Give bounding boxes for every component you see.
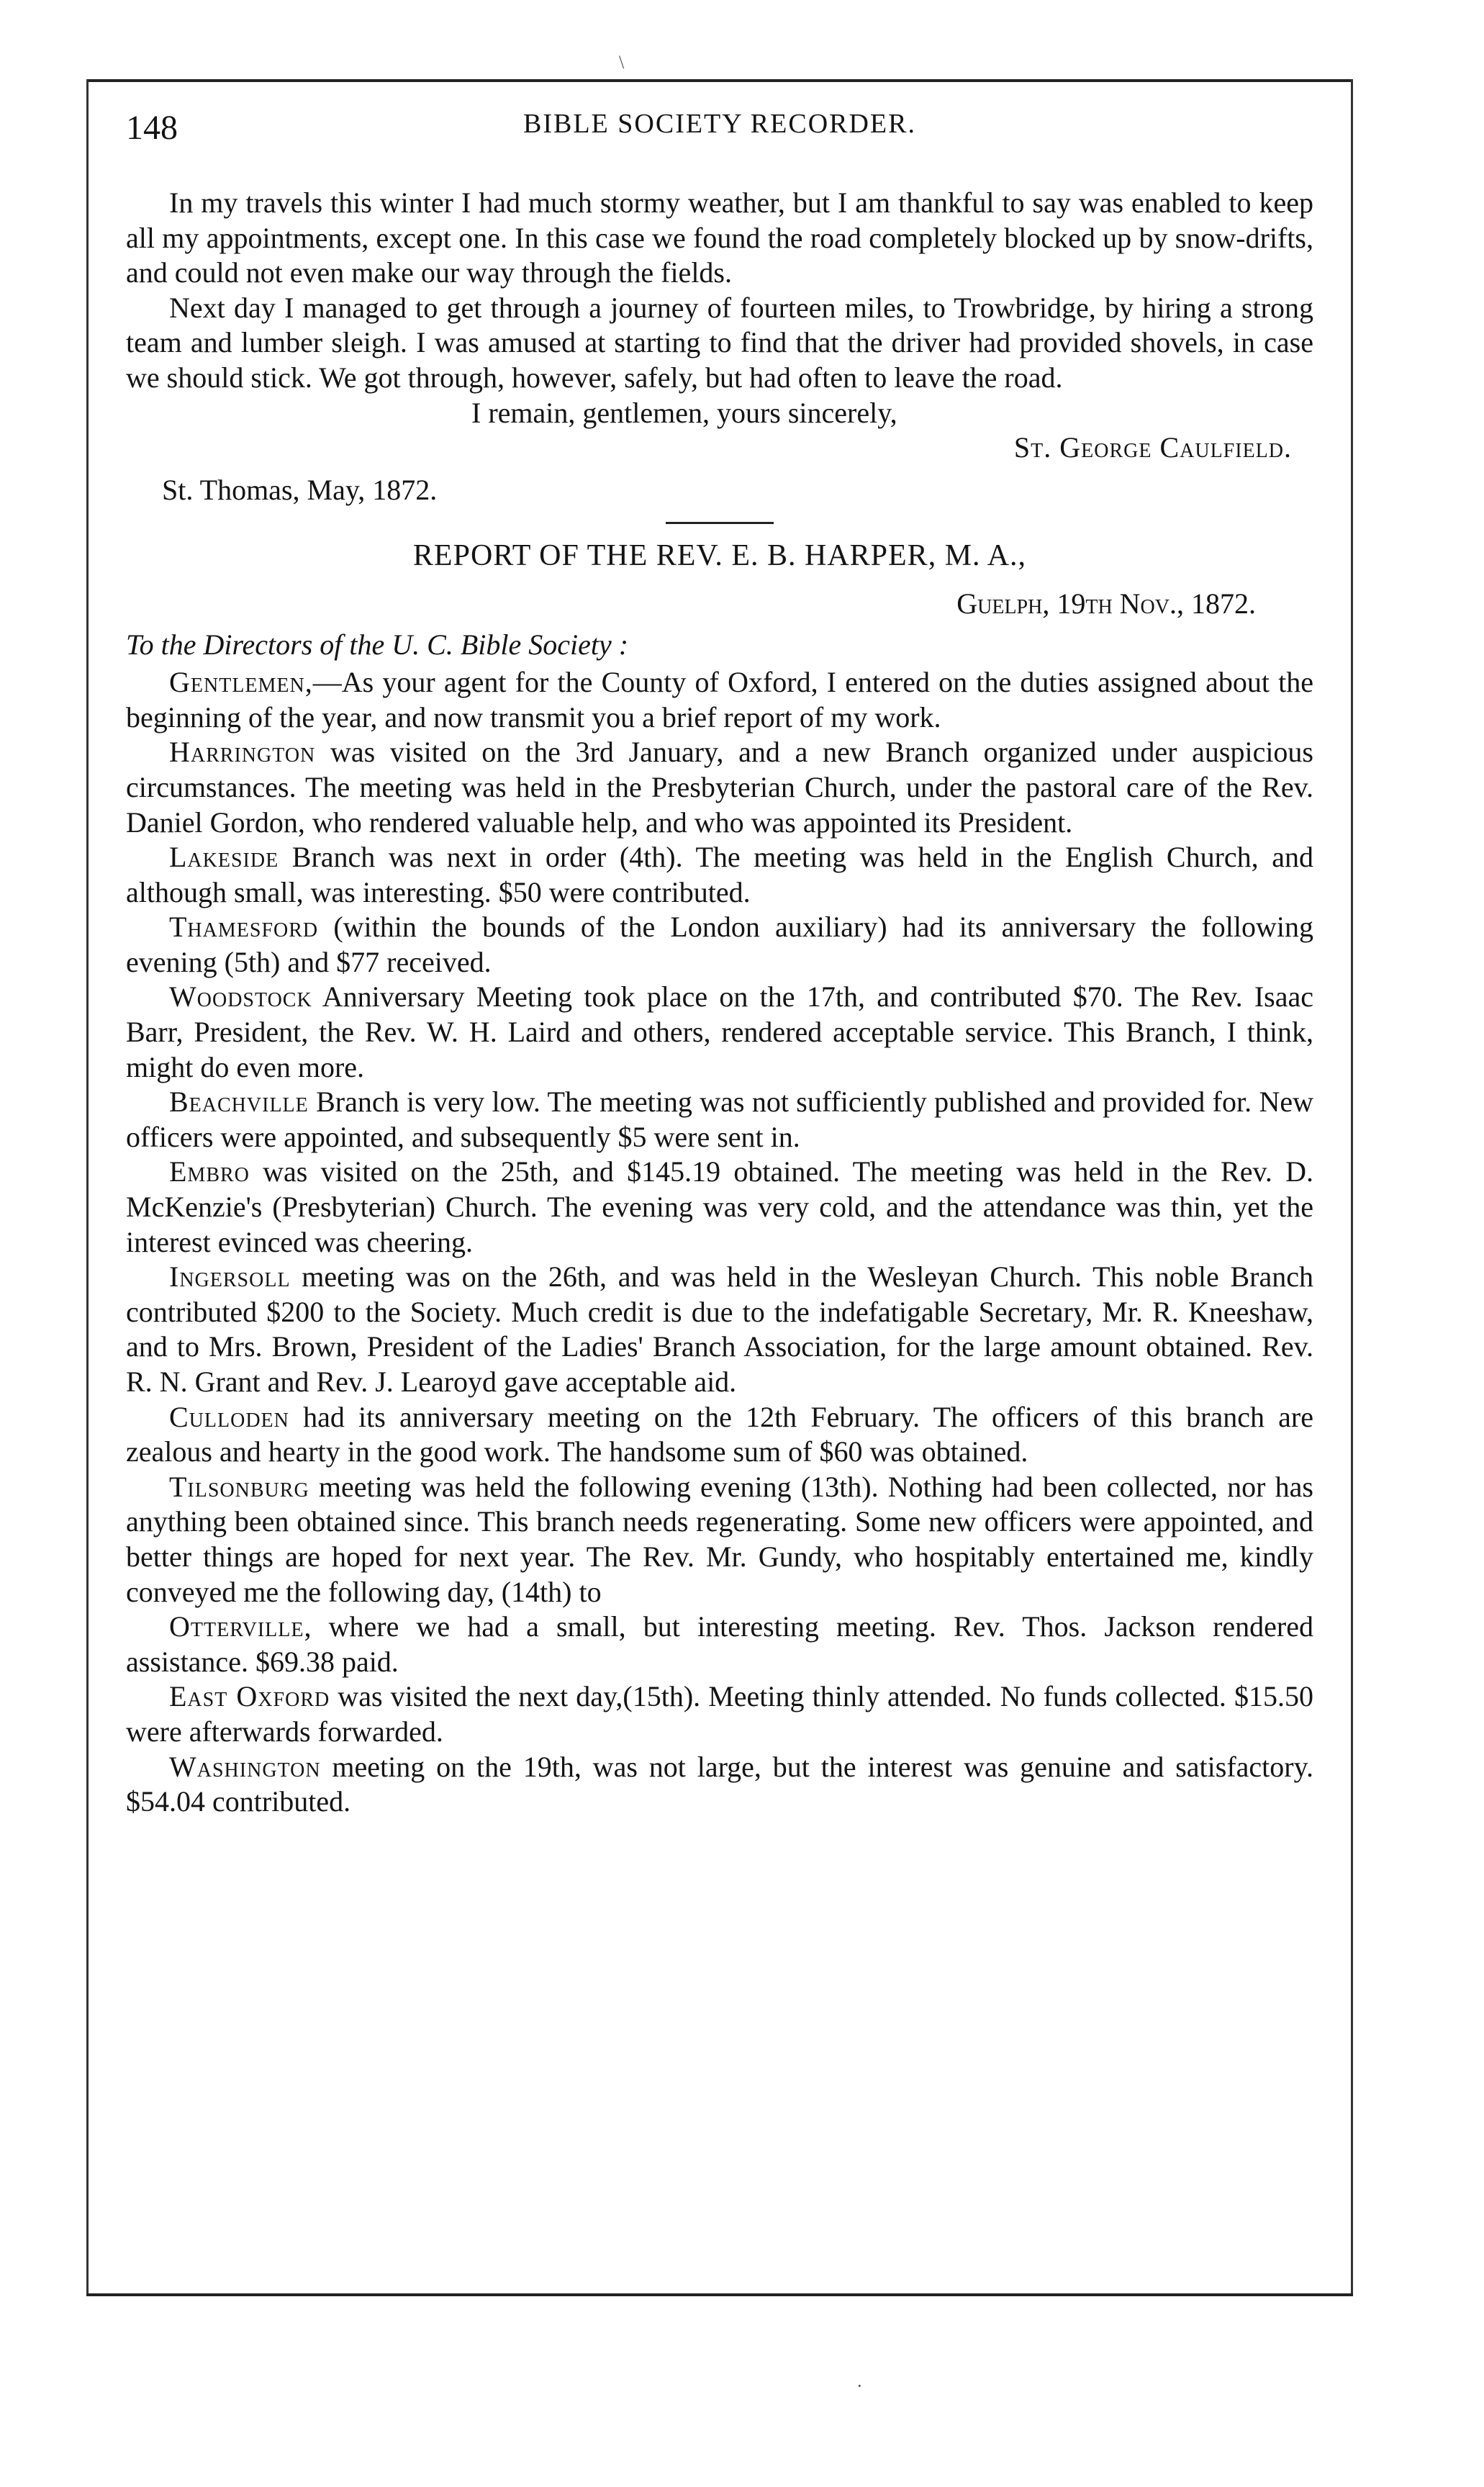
place-name: Embro (169, 1155, 250, 1188)
running-head: BIBLE SOCIETY RECORDER. (523, 109, 916, 139)
paragraph-text: (within the bounds of the London auxiliary) had its anniversary the following evening (5th) and $77 received. (126, 911, 1313, 978)
report-paragraph (126, 1610, 1313, 1679)
page-content (126, 186, 1313, 1820)
paragraph-text: —As your agent for the County of Oxford, I entered on the duties assigned about the beginning of the year, and now transmit you a brief report of my work. (126, 666, 1313, 734)
place-name: Lakeside (169, 841, 279, 874)
report-paragraph (126, 665, 1313, 735)
report-paragraph (126, 1750, 1313, 1820)
section-divider (666, 522, 774, 524)
letter-place-date: St. Thomas, May, 1872. (162, 473, 438, 506)
paragraph-text: Anniversary Meeting took place on the 17th, and contributed $70. The Rev. Isaac Barr, President, the Rev. W. H. Laird and others, rendered acceptable service. This Branch, I think, might do even more. (126, 980, 1313, 1083)
print-speck: \ (619, 52, 625, 73)
report-paragraph (126, 1155, 1313, 1260)
letter-paragraph: Next day I managed to get through a journey of fourteen miles, to Trowbridge, by hiring a strong team and lumber sleigh. I was amused at starting to find that the driver had provided shovels, in case we should stick. We got through, however, safely, but had often to leave the road. (126, 291, 1313, 394)
right-edge (1351, 79, 1353, 2296)
place-name: Tilsonburg (169, 1470, 309, 1503)
place-name: Ingersoll (169, 1260, 291, 1294)
report-salutation: To the Directors of the U. C. Bible Society : (126, 628, 629, 661)
report-paragraph (126, 840, 1313, 910)
paragraph-text: had its anniversary meeting on the 12th February. The officers of this branch are zealous and hearty in the good work. The handsome sum of $60 was obtained. (126, 1400, 1313, 1468)
paragraph-text: Branch is very low. The meeting was not sufficiently published and provided for. New officers were appointed, and subsequently $5 were sent in. (126, 1085, 1313, 1153)
paragraph-text: meeting was held the following evening (13th). Nothing had been collected, nor has anything been obtained since. This branch needs regenerating. Some new officers were appointed, and better things are hoped for next year. The Rev. Mr. Gundy, who hospitably entertained me, kindly conveyed me the following day, (14th) to (126, 1470, 1313, 1608)
report-paragraph (126, 910, 1313, 980)
print-speck: · (856, 2375, 863, 2396)
paragraph-text: Branch was next in order (4th). The meeting was held in the English Church, and although small, was interesting. $50 were contributed. (126, 841, 1313, 908)
report-date-line: Guelph, 19th Nov., 1872. (956, 587, 1256, 620)
report-paragraph (126, 1470, 1313, 1610)
place-name: Thamesford (169, 911, 319, 944)
page-number: 148 (126, 109, 178, 147)
paragraph-text: meeting on the 19th, was not large, but the interest was genuine and satisfactory. $54.04 contributed. (126, 1750, 1313, 1818)
letter-paragraph: In my travels this winter I had much stormy weather, but I am thankful to say was enabled to keep all my appointments, except one. In this case we found the road completely blocked up by snow-drifts, and could not even make our way through the fields. (126, 186, 1313, 289)
report-title: REPORT OF THE REV. E. B. HARPER, M. A., (412, 539, 1027, 573)
report-paragraph (126, 1679, 1313, 1749)
report-paragraph (126, 1260, 1313, 1399)
paragraph-text: was visited on the 3rd January, and a new Branch organized under auspicious circumstances. The meeting was held in the Presbyterian Church, under the pastoral care of the Rev. Daniel Gordon, who rendered valuable help, and who was appointed its President. (126, 736, 1313, 839)
top-rule (86, 79, 1353, 82)
paragraph-text: meeting was on the 26th, and was held in the Wesleyan Church. This noble Branch contributed $200 to the Society. Much credit is due to the indefatigable Secretary, Mr. R. Kneeshaw, and to Mrs. Brown, President of the Ladies' Branch Association, for the large amount obtained. Rev. R. N. Grant and Rev. J. Learoyd gave acceptable aid. (126, 1260, 1313, 1398)
bottom-rule (86, 2293, 1353, 2296)
letter-closing: I remain, gentlemen, yours sincerely, (471, 396, 897, 429)
paragraph-lead: Gentlemen, (169, 666, 313, 699)
paragraph-text: , where we had a small, but interesting meeting. Rev. Thos. Jackson rendered assistance. $69.38 paid. (126, 1610, 1313, 1678)
paragraph-text: was visited on the 25th, and $145.19 obtained. The meeting was held in the Rev. D. McKenzie's (Presbyterian) Church. The evening was very cold, and the attendance was thin, yet the interest evinced was cheering. (126, 1155, 1313, 1258)
place-name: East Oxford (169, 1680, 330, 1713)
report-paragraph (126, 735, 1313, 840)
paragraph-text: was visited the next day,(15th). Meeting thinly attended. No funds collected. $15.50 were afterwards forwarded. (126, 1680, 1313, 1748)
report-paragraph (126, 980, 1313, 1085)
place-name: Beachville (169, 1085, 309, 1119)
place-name: Otterville (169, 1610, 304, 1643)
report-paragraph (126, 1400, 1313, 1470)
letter-signature: St. George Caulfield. (1013, 431, 1292, 464)
place-name: Culloden (169, 1400, 289, 1433)
place-name: Washington (169, 1750, 321, 1783)
page-header (126, 108, 1313, 166)
report-paragraph (126, 1085, 1313, 1155)
place-name: Harrington (169, 736, 316, 769)
left-edge (86, 79, 89, 2296)
place-name: Woodstock (169, 980, 312, 1014)
